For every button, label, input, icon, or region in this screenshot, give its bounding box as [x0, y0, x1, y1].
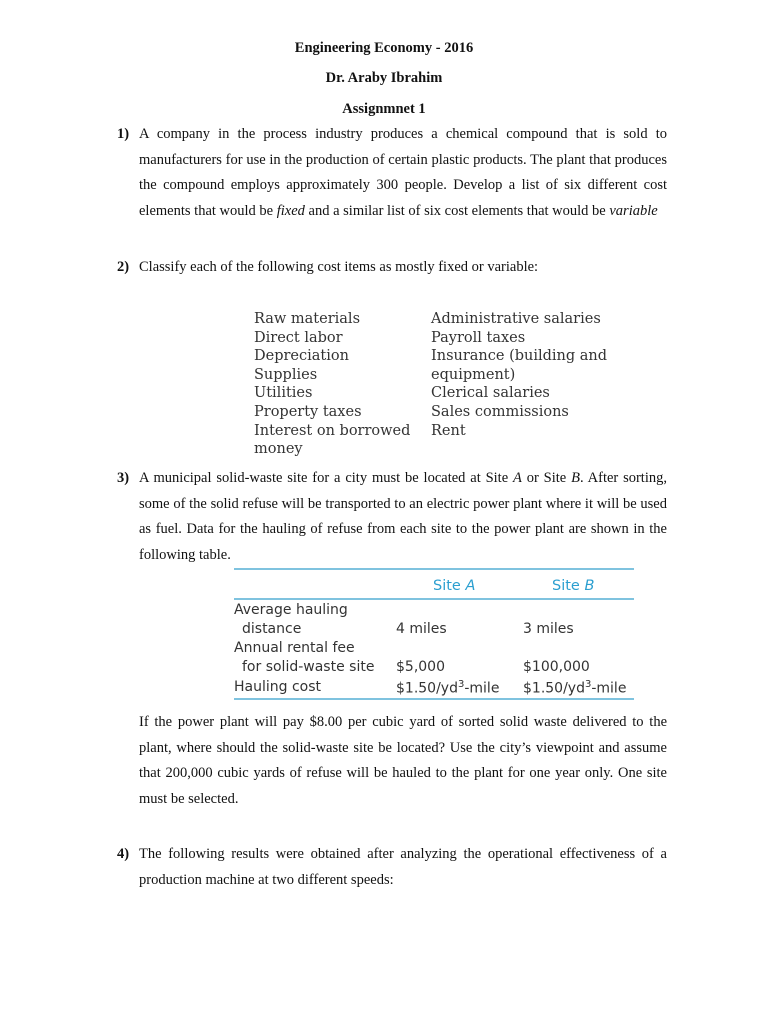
column-header-letter: B [584, 578, 595, 594]
table-cell [523, 679, 626, 697]
site-b-emphasis: B [571, 470, 580, 486]
table-cell [396, 679, 499, 697]
assignment-title: Assignmnet 1 [342, 101, 426, 117]
table-cell: 3 miles [523, 621, 574, 637]
hauling-data-table [234, 568, 634, 700]
question-1-text-part: A company in the process industry produces a chemical compound that is sold to manufacturers for use in the production of certain plastic products. The plant that produces the compound employs approximately 300 people. Develop a list of six different cost elements that would be [139, 126, 667, 219]
row-label: Average hauling [234, 602, 348, 618]
question-1-text-part: and a similar list of six cost elements that would be [304, 202, 610, 219]
question-3-number: 3) [117, 470, 130, 486]
row-label: for solid-waste site [242, 659, 375, 675]
course-title: Engineering Economy - 2016 [294, 40, 474, 56]
cost-item: Depreciation [254, 348, 349, 365]
question-1-number: 1) [117, 126, 130, 142]
cell-text: -mile [464, 680, 500, 697]
row-label: Annual rental fee [234, 640, 355, 656]
variable-emphasis: variable [609, 202, 658, 219]
cell-text: $1.50/yd [523, 680, 585, 697]
cost-item: Raw materials [254, 311, 361, 327]
cost-item: Clerical salaries [431, 385, 550, 402]
question-2-text: Classify each of the following cost items as mostly fixed or variable: [139, 259, 539, 275]
column-header-site-b [552, 578, 594, 594]
row-label: distance [242, 621, 302, 637]
superscript: 3 [584, 679, 592, 690]
superscript: 3 [457, 679, 465, 690]
cost-item: Supplies [254, 366, 318, 383]
table-header-rule [234, 598, 634, 600]
cost-item: Payroll taxes [431, 329, 526, 346]
cost-item: Administrative salaries [431, 311, 601, 327]
cell-text: -mile [591, 680, 627, 697]
column-header-text: Site [552, 578, 585, 594]
table-bottom-rule [234, 698, 634, 700]
instructor-name: Dr. Araby Ibrahim [325, 70, 443, 86]
table-top-rule [234, 568, 634, 570]
cost-item: money [254, 441, 303, 458]
cost-item: Direct labor [254, 329, 343, 346]
question-4-number: 4) [117, 846, 130, 862]
question-3-text [139, 466, 667, 568]
cost-item: Property taxes [254, 403, 362, 420]
cost-items-left-list [254, 310, 410, 459]
column-header-site-a [433, 578, 475, 594]
column-header-text: Site [433, 578, 466, 594]
cost-item: Rent [431, 422, 466, 439]
fixed-emphasis: fixed [276, 202, 305, 219]
table-cell: 4 miles [396, 621, 447, 637]
question-2-number: 2) [117, 259, 130, 275]
cost-item: Interest on borrowed [254, 422, 411, 439]
question-3-text-part: or Site [521, 470, 572, 486]
table-cell: $100,000 [523, 659, 590, 675]
table-cell: $5,000 [396, 659, 445, 675]
question-3-text-part: . After sorting, some of the solid refuse will be transported to an electric power plant where it will be used as fuel. Data for the hauling of refuse from each site to the power plant are shown in the following table. [139, 470, 667, 563]
cell-text: $1.50/yd [396, 680, 458, 697]
cost-items-right-list [431, 310, 607, 440]
question-4-text: The following results were obtained after analyzing the operational effectiveness of a production machine at two different speeds: [139, 846, 667, 888]
question-1-text [139, 122, 667, 224]
cost-item: Sales commissions [431, 403, 569, 420]
column-header-letter: A [465, 578, 476, 594]
question-3-followup: If the power plant will pay $8.00 per cubic yard of sorted solid waste delivered to the plant, where should the solid-waste site be located? Use the city’s viewpoint and assume that 200,000 cubic yards of refuse will be hauled to the plant for one year only. One site must be selected. [139, 714, 667, 807]
row-label: Hauling cost [234, 679, 322, 695]
cost-item: Insurance (building and [431, 348, 608, 365]
question-3-text-part: A municipal solid-waste site for a city must be located at Site [139, 470, 514, 486]
cost-item: Utilities [254, 385, 313, 402]
cost-item: equipment) [431, 366, 516, 383]
site-a-emphasis: A [513, 470, 522, 486]
